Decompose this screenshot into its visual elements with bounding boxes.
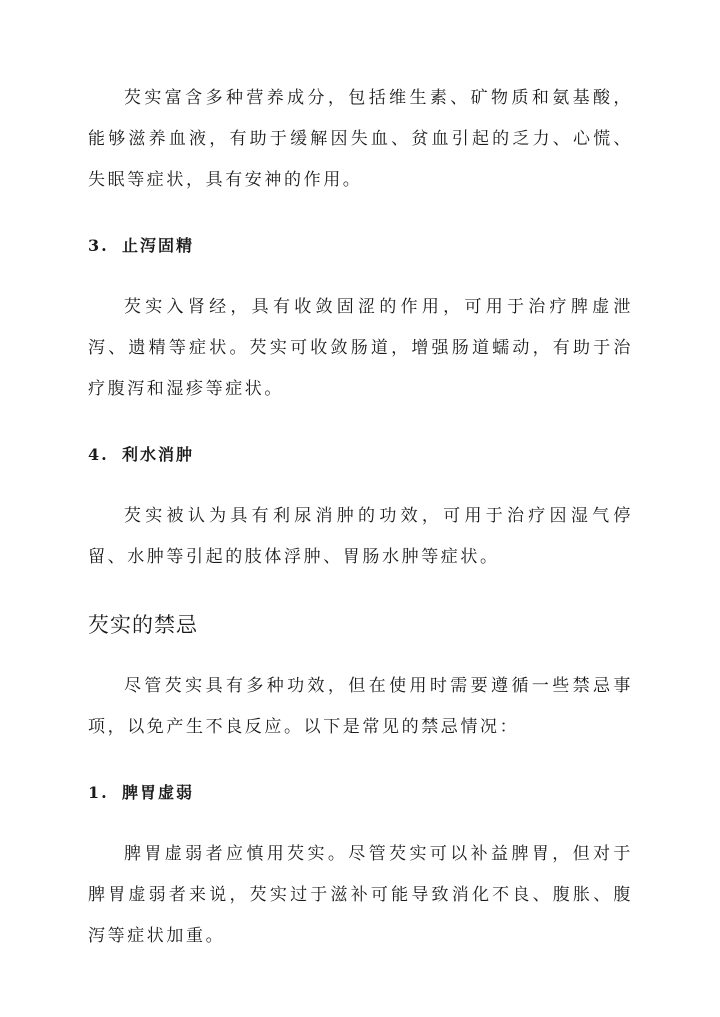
document-page (88, 78, 633, 957)
paragraph-astringent: 芡实入肾经，具有收敛固涩的作用，可用于治疗脾虚泄泻、遗精等症状。芡实可收敛肠道，增强肠道蠕动，有助于治疗腹泻和湿疹等症状。 (88, 297, 633, 399)
paragraph-spleen-weakness: 脾胃虚弱者应慎用芡实。尽管芡实可以补益脾胃，但对于脾胃虚弱者来说，芡实过于滋补可能导致消化不良、腹胀、腹泻等症状加重。 (88, 844, 633, 946)
subheading-title: 脾胃虚弱 (122, 783, 195, 802)
subheading-4 (88, 442, 633, 468)
subheading-number: 4. (88, 445, 109, 464)
subheading-1 (88, 780, 633, 806)
paragraph-contraindications-intro: 尽管芡实具有多种功效，但在使用时需要遵循一些禁忌事项，以免产生不良反应。以下是常见的禁忌情况： (88, 676, 633, 737)
subheading-3 (88, 233, 633, 259)
subheading-title: 止泻固精 (122, 236, 195, 255)
subheading-title: 利水消肿 (122, 445, 195, 464)
subheading-number: 1. (88, 783, 109, 802)
paragraph-diuretic: 芡实被认为具有利尿消肿的功效，可用于治疗因湿气停留、水肿等引起的肢体浮肿、胃肠水肿等症状。 (88, 506, 633, 567)
section-heading-contraindications: 芡实的禁忌 (88, 613, 198, 637)
paragraph-nutrition: 芡实富含多种营养成分，包括维生素、矿物质和氨基酸，能够滋养血液，有助于缓解因失血、贫血引起的乏力、心慌、失眠等症状，具有安神的作用。 (88, 88, 633, 190)
subheading-number: 3. (88, 236, 109, 255)
